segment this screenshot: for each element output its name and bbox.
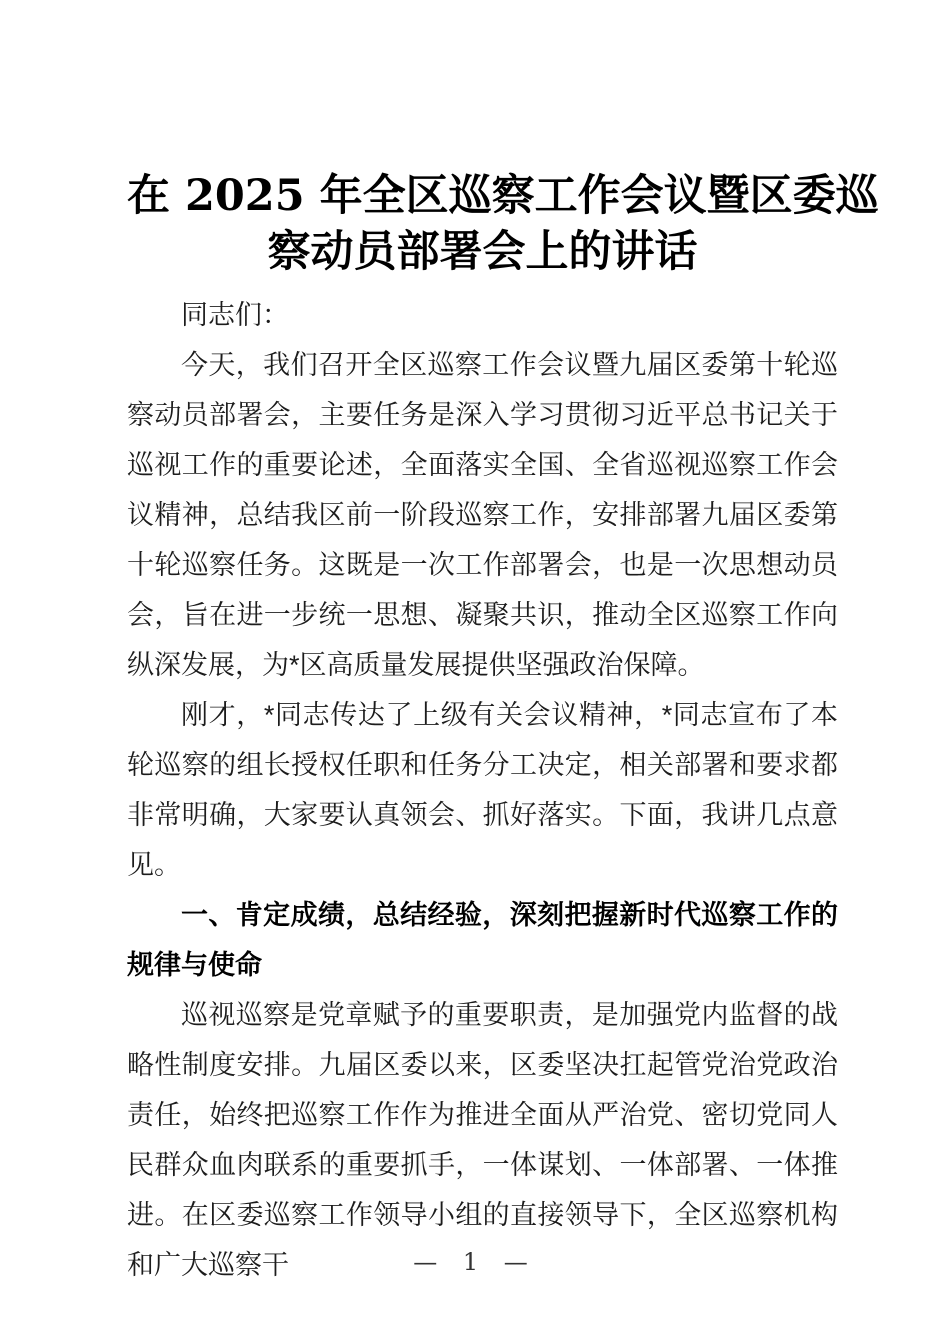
paragraph: 今天，我们召开全区巡察工作会议暨九届区委第十轮巡察动员部署会，主要任务是深入学习贯彻习近平总书记关于巡视工作的重要论述，全面落实全国、全省巡视巡察工作会议精神，总结我区前一阶段巡察工作，安排部署九届区委第十轮巡察任务。这既是一次工作部署会，也是一次思想动员会，旨在进一步统一思想、凝聚共识，推动全区巡察工作向纵深发展，为*区高质量发展提供坚强政治保障。 — [127, 350, 838, 680]
paragraph: 巡视巡察是党章赋予的重要职责，是加强党内监督的战略性制度安排。九届区委以来，区委坚决扛起管党治党政治责任，始终把巡察工作作为推进全面从严治党、密切党同人民群众血肉联系的重要抓手，一体谋划、一体部署、一体推进。在区委巡察工作领导小组的直接领导下，全区巡察机构和广大巡察干 — [127, 1000, 838, 1280]
document-content — [127, 168, 879, 1290]
page-number: — 1 — — [413, 1248, 537, 1276]
section-heading: 一、肯定成绩，总结经验，深刻把握新时代巡察工作的规律与使命 — [127, 900, 838, 980]
paragraph: 刚才，*同志传达了上级有关会议精神，*同志宣布了本轮巡察的组长授权任职和任务分工决定，相关部署和要求都非常明确，大家要认真领会、抓好落实。下面，我讲几点意见。 — [127, 700, 838, 880]
document-title-line-1: 在 2025 年全区巡察工作会议暨区委巡 — [127, 171, 879, 221]
document-title-line-2: 察动员部署会上的讲话 — [267, 227, 698, 277]
document-title — [127, 168, 879, 280]
document-body — [127, 290, 838, 1290]
paragraph: 同志们： — [181, 300, 289, 330]
